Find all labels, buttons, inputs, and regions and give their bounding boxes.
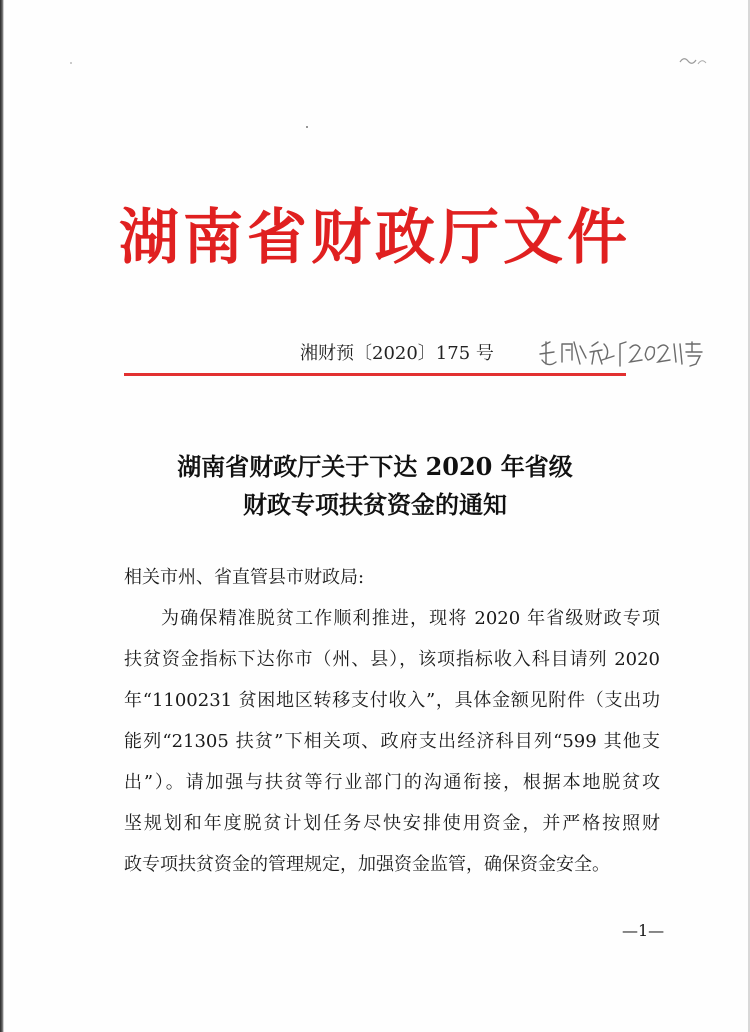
notice-title-line-2: 财政专项扶贫资金的通知 — [243, 490, 507, 519]
salutation: 相关市州、省直管县市财政局: — [124, 567, 365, 588]
notice-title-line-1: 湖南省财政厅关于下达 2020 年省级 — [177, 452, 573, 481]
scan-speck — [306, 126, 308, 128]
body-text-line: 能列“21305 扶贫”下相关项、政府支出经济科目列“599 其他支 — [124, 731, 660, 752]
red-divider-rule — [124, 373, 626, 376]
body-text-line: 年“1100231 贫困地区转移支付收入”，具体金额见附件（支出功 — [124, 690, 660, 711]
scan-speck — [70, 62, 72, 64]
body-text-line: 为确保精准脱贫工作顺利推进，现将 2020 年省级财政专项 — [161, 608, 660, 629]
body-text-line: 出”）。请加强与扶贫等行业部门的沟通衔接，根据本地脱贫攻 — [124, 772, 660, 793]
page-number: —1— — [622, 921, 665, 940]
body-text-line: 扶贫资金指标下达你市（州、县），该项指标收入科目请列 2020 — [124, 649, 660, 670]
notice-title — [0, 448, 750, 524]
issuer-header-title: 湖南省财政厅文件 — [119, 203, 631, 273]
corner-pencil-mark — [678, 52, 708, 70]
body-text-line: 政专项扶贫资金的管理规定，加强资金监管，确保资金安全。 — [124, 854, 610, 875]
document-number: 湘财预〔2020〕175 号 — [300, 343, 494, 364]
body-text-line: 坚规划和年度脱贫计划任务尽快安排使用资金，并严格按照财 — [124, 813, 660, 834]
handwritten-note — [536, 338, 706, 372]
